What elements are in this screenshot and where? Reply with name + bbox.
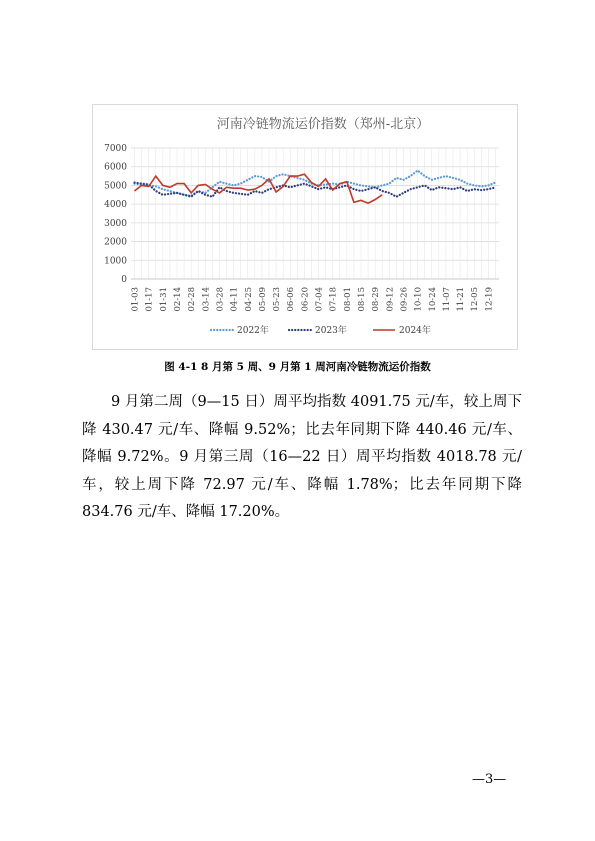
x-tick-label: 05-23 (272, 287, 283, 312)
body-paragraph (82, 389, 522, 527)
x-tick-label: 08-15 (357, 287, 367, 312)
chart-container (92, 104, 518, 350)
line-chart (93, 105, 519, 351)
y-tick-label: 5000 (104, 181, 127, 192)
y-tick-label: 0 (121, 275, 127, 285)
x-tick-label: 11-21 (456, 287, 467, 312)
x-tick-label: 07-18 (328, 287, 339, 312)
x-tick-label: 01-31 (158, 287, 169, 312)
legend-label-2: 2023年 (315, 326, 347, 336)
x-tick-label: 01-03 (130, 287, 141, 312)
x-tick-label: 02-28 (187, 287, 198, 312)
x-tick-label: 03-28 (215, 287, 226, 312)
x-tick-label: 12-19 (484, 287, 495, 312)
x-tick-label: 09-26 (399, 287, 410, 312)
series-line-3 (135, 174, 383, 203)
y-tick-label: 6000 (104, 162, 127, 173)
y-tick-label: 2000 (104, 237, 127, 248)
x-tick-label: 06-06 (286, 287, 297, 312)
page-number: —3— (472, 772, 507, 787)
x-tick-label: 10-24 (427, 287, 438, 312)
figure-caption: 图 4-1 8 月第 5 周、9 月第 1 周河南冷链物流运价指数 (164, 361, 431, 373)
legend-label-1: 2022年 (237, 326, 269, 336)
chart-title: 河南冷链物流运价指数（郑州-北京） (216, 117, 430, 132)
legend-label-3: 2024年 (399, 326, 431, 336)
x-tick-label: 08-29 (371, 287, 382, 312)
x-tick-label: 07-04 (314, 287, 325, 312)
x-tick-label: 09-12 (385, 287, 396, 312)
x-tick-label: 11-07 (441, 287, 452, 312)
x-tick-label: 03-14 (201, 287, 212, 312)
y-tick-label: 3000 (104, 218, 127, 229)
x-tick-label: 10-10 (413, 287, 424, 312)
y-tick-label: 1000 (104, 256, 127, 267)
x-tick-label: 05-09 (257, 287, 268, 312)
y-tick-label: 4000 (104, 200, 127, 211)
x-tick-label: 06-20 (300, 287, 311, 312)
y-tick-label: 7000 (104, 144, 127, 154)
paragraph-text: 9 月第二周（9—15 日）周平均指数 4091.75 元/车，较上周下降 430.47 元/车、降幅 9.52%；比去年同期下降 440.46 元/车、降幅 9.72%。9 月第三周（16—22 日）周平均指数 4018.78 元/车，较上周下降 72.97 元/车、降幅 1.78%；比去年同期下降 834.76 元/车、降幅 17.20%。 (82, 394, 522, 520)
x-tick-label: 01-17 (144, 287, 155, 312)
x-tick-label: 12-05 (470, 287, 481, 312)
x-tick-label: 04-25 (243, 287, 254, 312)
x-tick-label: 08-01 (342, 287, 353, 312)
x-tick-label: 04-11 (229, 287, 240, 312)
series-line-1 (135, 171, 496, 196)
x-tick-label: 02-14 (173, 287, 183, 312)
